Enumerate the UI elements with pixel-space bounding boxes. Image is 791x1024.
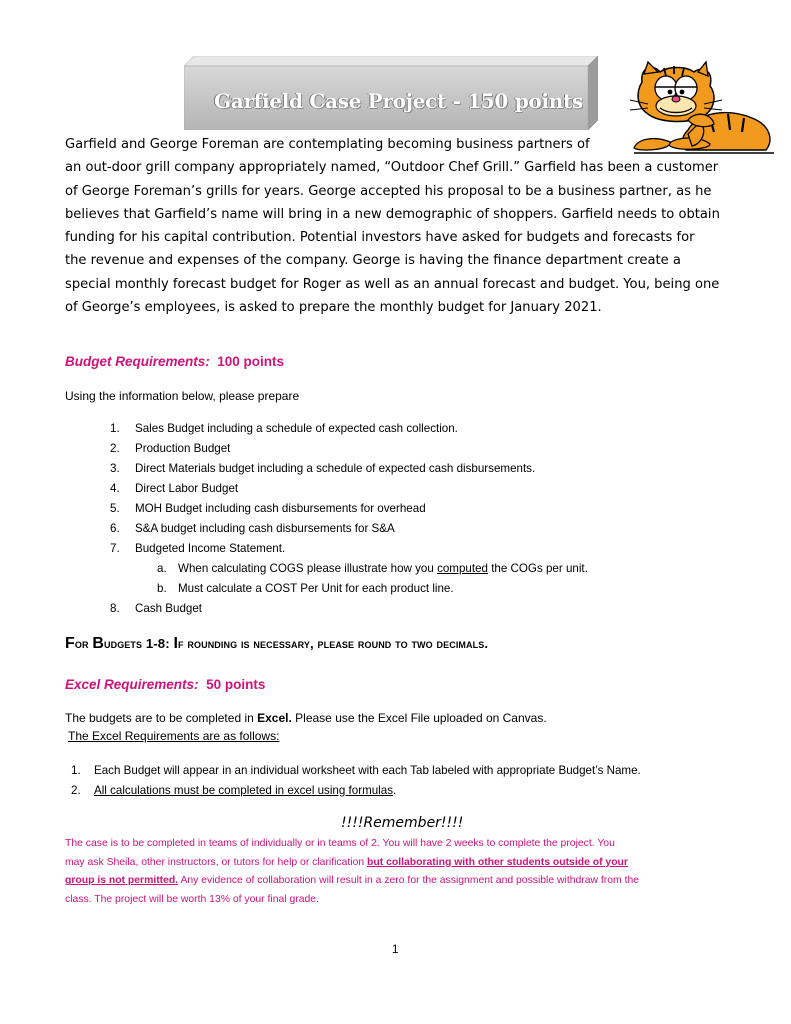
list-number: 2. <box>71 784 81 797</box>
list-number: 5. <box>110 502 120 515</box>
list-item <box>110 461 588 481</box>
collaboration-notice <box>65 835 745 910</box>
notice-line: The case is to be completed in teams of individually or in teams of 2. You will have 2 weeks to complete the project. You <box>65 838 615 849</box>
intro-paragraph <box>65 133 733 319</box>
list-text: Budgeted Income Statement. <box>135 542 286 555</box>
list-item <box>110 601 588 621</box>
notice-emphasis: group is not permitted. <box>65 875 179 887</box>
excel-instruction <box>65 711 547 725</box>
list-text: Each Budget will appear in an individual worksheet with each Tab labeled with appropriate Budget’s Name. <box>94 764 641 777</box>
sub-list-underlined-text: computed <box>437 562 488 575</box>
list-item <box>71 763 641 783</box>
sub-list-letter: b. <box>157 582 167 595</box>
rounding-cap: B <box>92 635 104 652</box>
list-text: S&A budget including cash disbursements for S&A <box>135 522 395 535</box>
budget-intro-text: Using the information below, please prepare <box>65 389 300 403</box>
list-text: MOH Budget including cash disbursements for overhead <box>135 502 426 515</box>
rounding-text: or <box>74 636 93 651</box>
notice-line: class. The project will be worth 13% of your final grade. <box>65 894 319 906</box>
list-item <box>110 441 588 461</box>
sub-list-container <box>110 561 588 601</box>
excel-requirements-label: Excel Requirements: <box>65 677 199 692</box>
rounding-cap: F <box>65 635 75 652</box>
sub-list <box>110 561 588 601</box>
list-text: Direct Materials budget including a schedule of expected cash disbursements. <box>135 462 536 475</box>
notice-text: Any evidence of collaboration will result in a zero for the assignment and possible withdraw from the <box>178 875 640 887</box>
sub-list-text: Must calculate a COST Per Unit for each product line. <box>178 582 454 595</box>
page-number: 1 <box>392 944 399 956</box>
notice-emphasis: but collaborating with other students outside of your <box>367 856 628 868</box>
intro-line: of George’s employees, is asked to prepare the monthly budget for January 2021. <box>65 300 602 316</box>
rounding-text: udgets 1-8: <box>104 636 174 651</box>
list-item <box>71 783 641 803</box>
excel-requirements-heading <box>65 677 265 692</box>
budget-requirements-heading <box>65 354 284 369</box>
list-item <box>110 541 588 561</box>
excel-requirements-subheading: The Excel Requirements are as follows: <box>68 729 280 743</box>
list-item <box>110 521 588 541</box>
intro-line: of George Foreman’s grills for years. George accepted his proposal to be a business partner, as he <box>65 183 712 199</box>
sub-list-text: When calculating COGS please illustrate how you <box>178 562 438 575</box>
intro-line: funding for his capital contribution. Potential investors have asked for budgets and forecasts for <box>65 230 695 246</box>
list-number: 1. <box>110 422 120 435</box>
intro-line: Garfield and George Foreman are contemplating becoming business partners of <box>65 137 590 152</box>
list-text: Production Budget <box>135 442 231 455</box>
list-text: . <box>393 784 397 797</box>
excel-instruction-text: Please use the Excel File uploaded on Canvas. <box>291 711 547 725</box>
list-number: 6. <box>110 522 120 535</box>
budget-requirements-points: 100 points <box>217 354 285 369</box>
notice-line <box>65 872 745 891</box>
notice-line <box>65 854 745 873</box>
list-number: 3. <box>110 462 120 475</box>
excel-list <box>71 763 641 803</box>
excel-instruction-bold: Excel. <box>257 711 292 725</box>
sub-list-text: the COGs per unit. <box>487 562 588 575</box>
rounding-instruction <box>65 635 488 653</box>
list-text: Cash Budget <box>135 602 203 615</box>
excel-requirements-points: 50 points <box>206 677 266 692</box>
page-title: Garfield Case Project - 150 points <box>214 89 583 113</box>
excel-instruction-text: The budgets are to be completed in <box>65 711 258 725</box>
title-banner <box>184 56 598 130</box>
list-number: 4. <box>110 482 120 495</box>
budget-requirements-label: Budget Requirements: <box>65 354 210 369</box>
intro-line: an out-door grill company appropriately named, “Outdoor Chef Grill.” Garfield has been a customer <box>65 160 719 176</box>
intro-line: special monthly forecast budget for Roger as well as an annual forecast and budget. You, being one <box>65 276 720 292</box>
intro-line: believes that Garfield’s name will bring in a new demographic of shoppers. Garfield needs to obtain <box>65 206 720 222</box>
rounding-cap: I <box>173 635 179 652</box>
sub-list-item <box>157 581 588 601</box>
list-underlined-text: All calculations must be completed in excel using formulas <box>94 784 394 797</box>
list-item <box>110 421 588 441</box>
intro-line: the revenue and expenses of the company. George is having the finance department create a <box>65 253 681 269</box>
remember-heading: !!!!Remember!!!! <box>341 815 464 831</box>
list-item <box>110 501 588 521</box>
list-number: 1. <box>71 764 81 777</box>
sub-list-letter: a. <box>157 562 167 575</box>
list-number: 8. <box>110 602 120 615</box>
list-number: 2. <box>110 442 120 455</box>
notice-text: may ask Sheila, other instructors, or tutors for help or clarification <box>65 856 368 868</box>
list-text: Direct Labor Budget <box>135 482 239 495</box>
sub-list-item <box>157 561 588 581</box>
list-text: Sales Budget including a schedule of expected cash collection. <box>135 422 458 435</box>
list-number: 7. <box>110 542 120 555</box>
budget-list <box>110 421 588 621</box>
list-item <box>110 481 588 501</box>
rounding-text: f rounding is necessary, please round to two decimals. <box>178 636 489 651</box>
